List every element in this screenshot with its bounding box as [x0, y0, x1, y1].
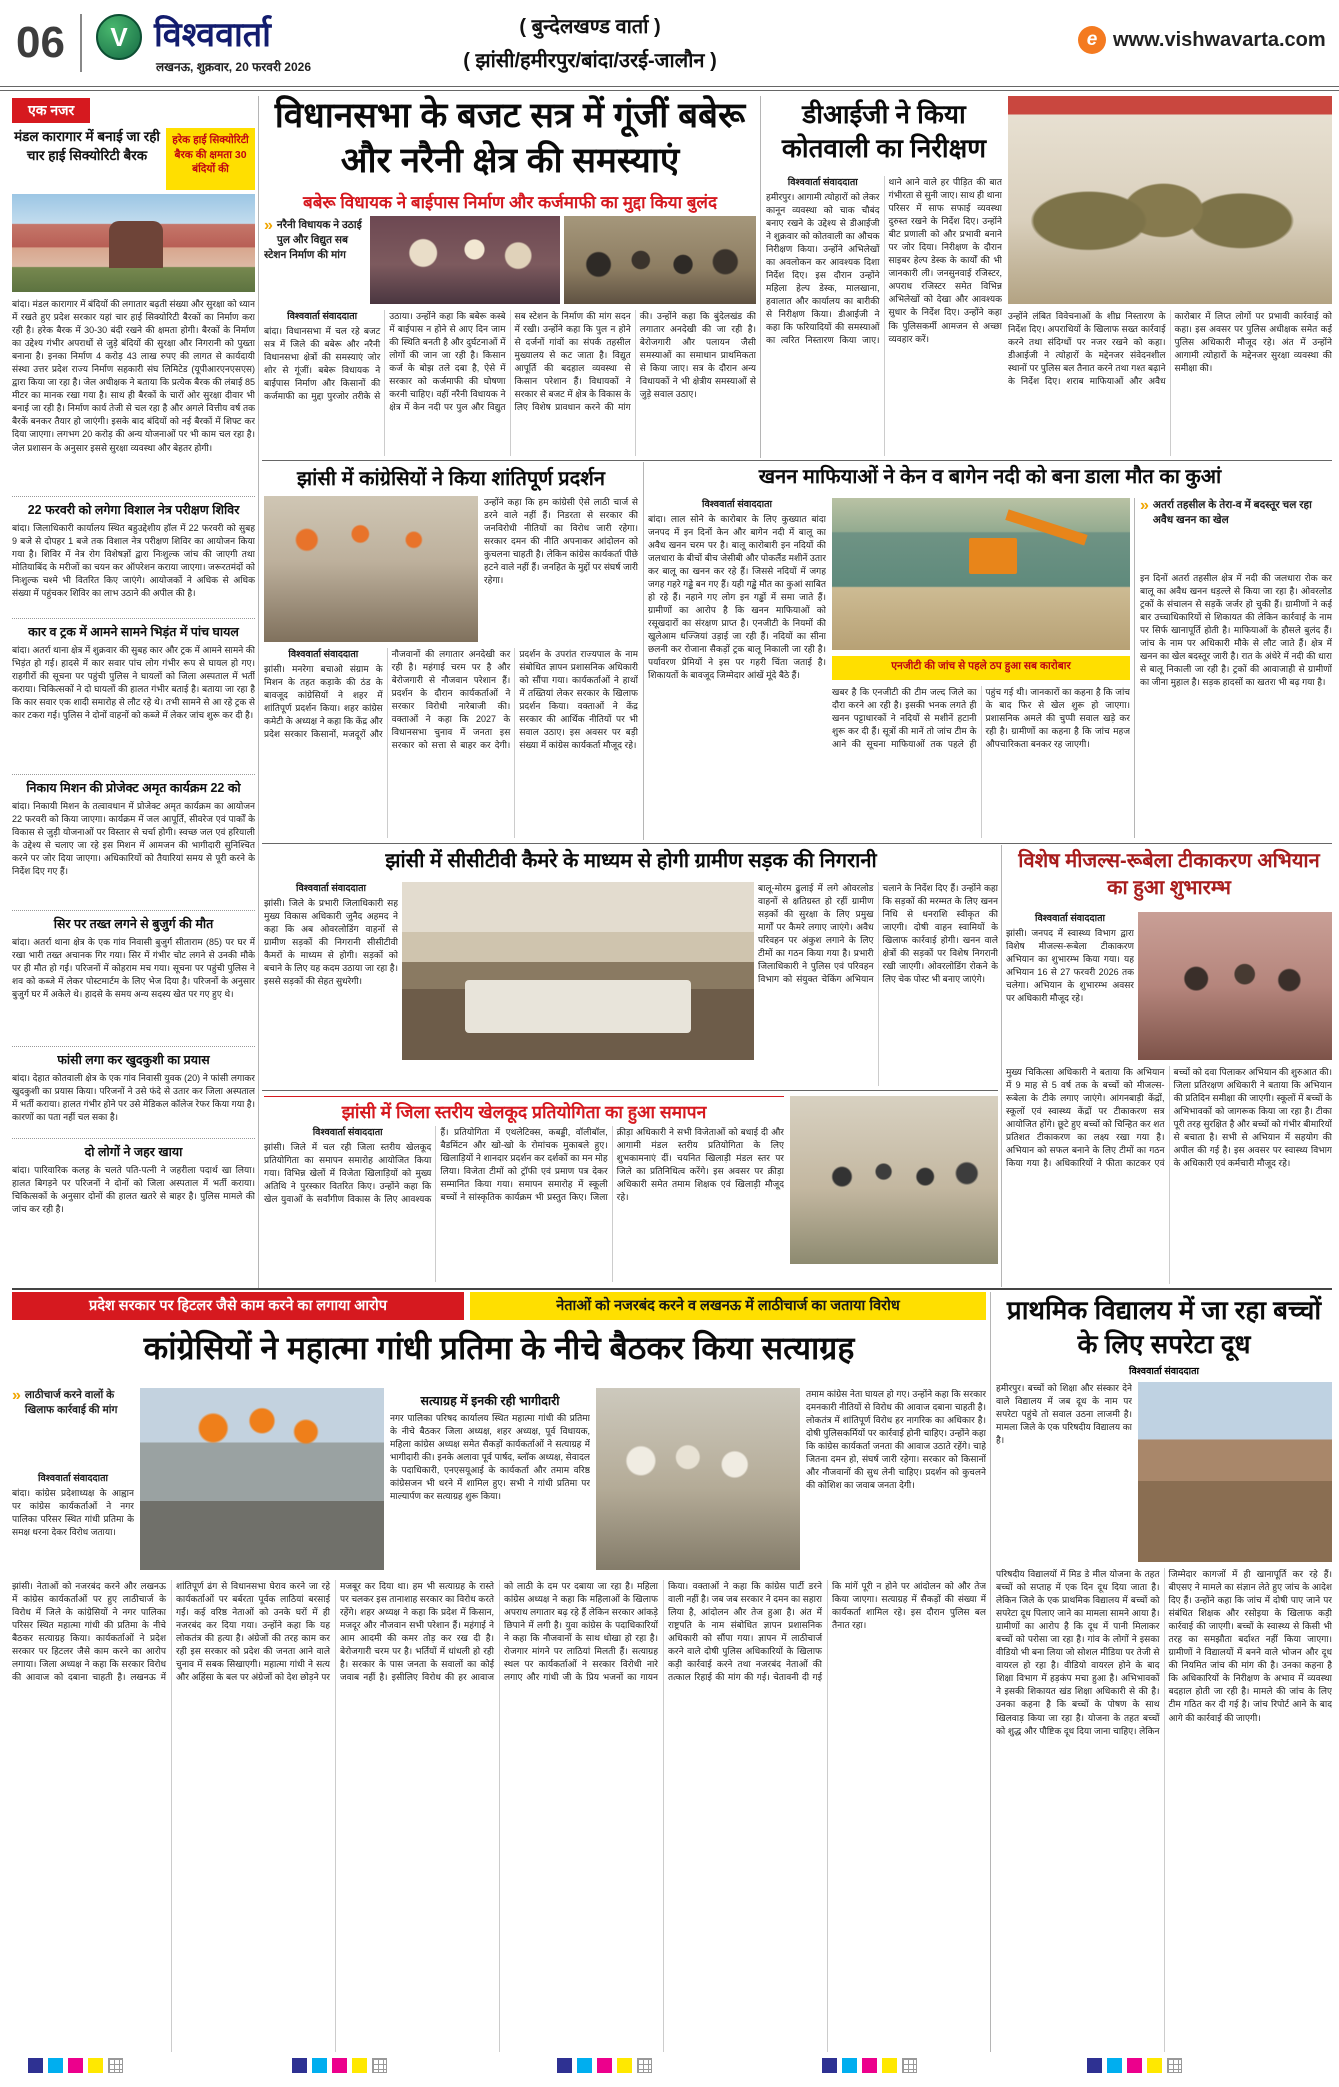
mining-highlight-body: खबर है कि एनजीटी की टीम जल्द जिले का दौरा करने आ रही है। इसकी भनक लगते ही खनन पट्टाधारकों ने नदियों से मशीनें हटानी शुरू कर दी हैं। सूत्रों की मानें तो जांच टीम के आने की सूचना माफियाओं तक पहले ही पहुंच गई थी। जानकारों का कहना है कि जांच के बाद फिर से खेल शुरू हो जाएगा। प्रशासनिक अमले की चुप्पी सवाल खड़े कर रही है। ग्रामीणों का कहना है कि जांच महज औपचारिकता बनकर रह जाएगी। — [832, 687, 1130, 750]
brief-headline: फांसी लगा कर खुदकुशी का प्रयास — [12, 1046, 255, 1068]
article-text: झांसी। मनरेगा बचाओ संग्राम के मिशन के तहत कड़ाके की ठंड के बावजूद कांग्रेसियों ने शहर में शांतिपूर्ण प्रदर्शन किया। शहर कांग्रेस कमेटी के अध्यक्ष ने कहा कि केंद्र और प्रदेश सरकार किसानों, मजदूरों और नौजवानों की लगातार अनदेखी कर रही है। महंगाई चरम पर है और बेरोजगारी से नौजवान परेशान हैं। प्रदर्शन के दौरान कार्यकर्ताओं ने सरकार विरोधी नारेबाजी की। वक्ताओं ने कहा कि 2027 के विधानसभा चुनाव में जनता इस सरकार को सत्ता से बाहर कर देगी। प्रदर्शन के उपरांत राज्यपाल के नाम संबोधित ज्ञापन प्रशासनिक अधिकारी को सौंपा गया। कार्यकर्ताओं ने हाथों में तख्तियां लेकर सरकार के खिलाफ प्रदर्शन किया। वक्ताओं ने केंद्र सरकार की आर्थिक नीतियों पर भी सवाल उठाए। इस अवसर पर बड़ी संख्या में कांग्रेस कार्यकर्ता मौजूद रहे। — [264, 649, 638, 751]
color-swatch — [597, 2058, 612, 2073]
jail-photo — [12, 194, 255, 292]
color-swatch — [292, 2058, 307, 2073]
congress-protest-photo — [264, 496, 478, 642]
jail-headline: मंडल कारागार में बनाई जा रही चार हाई सिक्योरिटी बैरक — [14, 129, 160, 163]
dig-body-2: उन्होंने लंबित विवेचनाओं के शीघ्र निस्तारण के निर्देश दिए। अपराधियों के खिलाफ सख्त कार्रवाई करने तथा संदिग्धों पर नजर रखने को कहा। डीआईजी ने त्योहारों के मद्देनजर संवेदनशील स्थानों पर पुलिस बल तैनात करने तथा गश्त बढ़ाने के निर्देश दिए। शराब माफियाओं और अवैध कारोबार में लिप्त लोगों पर प्रभावी कार्रवाई को कहा। इस अवसर पर पुलिस अधीक्षक समेत कई पुलिस अधिकारी मौजूद रहे। अंत में उन्होंने आगामी त्योहारों के मद्देनजर सुरक्षा व्यवस्था की समीक्षा की। — [1008, 311, 1332, 387]
congress-side-text: उन्होंने कहा कि हम कांग्रेसी ऐसे लाठी चार्ज से डरने वाले नहीं हैं। निडरता से सरकार की जनविरोधी नीतियों का विरोध जारी रहेगा। सरकार दमन की नीति अपनाकर आंदोलन को कुचलना चाहती है। लेकिन कांग्रेस कार्यकर्ता पीछे हटने वाले नहीं हैं। जनहित के मुद्दों पर संघर्ष जारी रहेगा। — [484, 497, 638, 586]
column-divider — [643, 462, 644, 840]
grid-mark-icon — [1167, 2058, 1182, 2073]
article-text: बांदा। कांग्रेस प्रदेशाध्यक्ष के आह्वान पर कांग्रेस कार्यकर्ताओं ने नगर पालिका परिसर स्थित गांधी प्रतिमा के समक्ष धरना देकर विरोध जताया। — [12, 1487, 134, 1537]
divider — [262, 460, 1332, 461]
color-swatch — [1087, 2058, 1102, 2073]
print-color-marks — [292, 2058, 387, 2073]
brief-body: बांदा। जिलाधिकारी कार्यालय स्थित बहुउद्देशीय हॉल में 22 फरवरी को सुबह 9 बजे से दोपहर 1 बजे तक विशाल नेत्र परीक्षण शिविर का आयोजन किया गया है। शिविर में नेत्र रोग विशेषज्ञों द्वारा निःशुल्क जांच की जाएगी तथा मोतियाबिंद के मरीजों का चयन कर ऑपरेशन कराया जाएगा। जरूरतमंदों को निःशुल्क चश्मे भी वितरित किए जाएंगे। आयोजकों ने अधिक से अधिक संख्या में पहुंचकर शिविर का लाभ उठाने की अपील की है। — [12, 523, 255, 599]
assembly-photo-2 — [564, 216, 756, 304]
dig-body — [766, 176, 1002, 456]
excavator-cab-shape — [969, 538, 1017, 574]
section-label-ek-nazar: एक नजर — [12, 98, 90, 123]
sports-photo — [790, 1096, 998, 1264]
print-color-marks — [557, 2058, 652, 2073]
brief-headline: 22 फरवरी को लगेगा विशाल नेत्र परीक्षण शिविर — [12, 496, 255, 518]
color-swatch — [28, 2058, 43, 2073]
brief-headline: दो लोगों ने जहर खाया — [12, 1138, 255, 1160]
byline: विश्ववार्ता संवाददाता — [312, 1127, 383, 1138]
mr-body-2: मुख्य चिकित्सा अधिकारी ने बताया कि अभियान में 9 माह से 5 वर्ष तक के बच्चों को मीजल्स-रूबेला के टीके लगाए जाएंगे। आंगनबाड़ी केंद्रों, स्कूलों एवं स्वास्थ्य केंद्रों पर टीकाकरण सत्र आयोजित होंगे। छूटे हुए बच्चों को चिन्हित कर शत प्रतिशत टीकाकरण का लक्ष्य रखा गया है। अभियान को सफल बनाने के लिए टीमों का गठन किया गया है। अधिकारियों ने फीता काटकर एवं बच्चों को दवा पिलाकर अभियान की शुरुआत की। जिला प्रतिरक्षण अधिकारी ने बताया कि अभियान की प्रतिदिन समीक्षा की जाएगी। स्कूलों में बच्चों के अभिभावकों को जागरूक किया जा रहा है। टीका पूरी तरह सुरक्षित है और बच्चों को गंभीर बीमारियों से बचाता है। सभी से अभियान में सहयोग की अपील की गई है। इस अवसर पर स्वास्थ्य विभाग के अधिकारी एवं कर्मचारी मौजूद रहे। — [1006, 1067, 1332, 1169]
grid-mark-icon — [637, 2058, 652, 2073]
mining-body — [648, 498, 826, 838]
color-swatch — [862, 2058, 877, 2073]
column-divider — [760, 96, 761, 458]
sports-headline: झांसी में जिला स्तरीय खेलकूद प्रतियोगिता का हुआ समापन — [264, 1096, 784, 1124]
cctv-body — [264, 882, 398, 1086]
quote-marker-icon — [1140, 498, 1149, 514]
epaper-icon — [1078, 26, 1106, 54]
milk-photo — [1138, 1382, 1332, 1562]
byline: विश्ववार्ता संवाददाता — [38, 1473, 108, 1484]
article-text: बांदा। विधानसभा में चल रहे बजट सत्र में जिले की बबेरू और नरैनी विधानसभा क्षेत्रों की समस्याएं जोर शोर से गूंजीं। बबेरू विधायक ने बाईपास निर्माण और किसानों की कर्जमाफी का मुद्दा पुरजोर तरीके से उठाया। उन्होंने कहा कि बबेरू कस्बे में बाईपास न होने से आए दिन जाम की स्थिति बनती है और दुर्घटनाओं में लोगों की जान जा रही है। किसान कर्ज के बोझ तले दबा है, ऐसे में सरकार को कर्जमाफी की घोषणा करनी चाहिए। वहीं नरैनी विधायक ने क्षेत्र में केन नदी पर पुल और विद्युत सब स्टेशन के निर्माण की मांग सदन में रखी। उन्होंने कहा कि पुल न होने से दर्जनों गांवों का संपर्क तहसील मुख्यालय से कट जाता है। विद्युत आपूर्ति की बदहाल व्यवस्था से किसान परेशान हैं। विधायकों ने सरकार से बजट में क्षेत्र के विकास के लिए विशेष प्रावधान करने की मांग की। उन्होंने कहा कि बुंदेलखंड की लगातार अनदेखी की जा रही है। बेरोजगारी और पलायन जैसी समस्याओं का समाधान प्राथमिकता से किया जाए। सत्र के दौरान अन्य विधायकों ने भी क्षेत्रीय समस्याओं से जुड़े सवाल उठाए। — [264, 311, 756, 413]
color-swatch — [1127, 2058, 1142, 2073]
column-divider — [258, 96, 259, 1288]
color-swatch — [842, 2058, 857, 2073]
quote-marker-icon — [12, 1388, 21, 1404]
print-color-marks — [822, 2058, 917, 2073]
congress-headline: झांसी में कांग्रेसियों ने किया शांतिपूर्ण प्रदर्शन — [297, 468, 605, 490]
meeting-photo — [402, 882, 754, 1060]
color-swatch — [617, 2058, 632, 2073]
grid-mark-icon — [372, 2058, 387, 2073]
satyagraha-pullquote — [12, 1388, 134, 1468]
satyagraha-intro — [12, 1472, 134, 1570]
mr-body — [1006, 912, 1134, 1060]
brief-headline: निकाय मिशन की प्रोजेक्ट अमृत कार्यक्रम 22 को — [12, 774, 255, 796]
mining-highlight: एनजीटी की जांच से पहले ठप हुआ सब कारोबार — [832, 656, 1130, 680]
color-swatch — [557, 2058, 572, 2073]
color-swatch — [882, 2058, 897, 2073]
brief-headline: कार व ट्रक में आमने सामने भिड़ंत में पांच घायल — [12, 618, 255, 640]
sit-in-photo — [596, 1388, 800, 1570]
jail-article-body: बांदा। मंडल कारागार में बंदियों की लगातार बढ़ती संख्या और सुरक्षा को ध्यान में रखते हुए प्रदेश सरकार यहां चार हाई सिक्योरिटी बैरकों का निर्माण करा रही है। हरेक बैरक में 30-30 बंदी रखने की क्षमता होगी। बैरकों के निर्माण का उद्देश्य गंभीर अपराधों से जुड़े बंदियों की सुरक्षा और निगरानी को पुख्ता बनाना है। इनका निर्माण 4 करोड़ 43 लाख रुपए की लागत से कार्यदायी संस्था उत्तर प्रदेश राज्य निर्माण सहकारी संघ लिमिटेड (यूपीआरएनएसएस) द्वारा किया जा रहा है। जेल अधीक्षक ने बताया कि प्रत्येक बैरक की लंबाई 85 मीटर का मानक रखा गया है। साथ ही बैरकों के चारों ओर सुरक्षा दीवार भी बनाई जा रही है। निर्माण कार्य तेजी से चल रहा है और अगले वित्तीय वर्ष तक बैरकें बनकर तैयार हो जाएंगी। इसके बाद बंदियों को नई बैरकों में शिफ्ट कर दिया जाएगा। लगभग 20 करोड़ की अन्य योजनाओं पर भी काम चल रहा है। जेल प्रशासन के अनुसार इससे सुरक्षा व्यवस्था और बेहतर होगी। — [12, 299, 255, 453]
color-swatch — [68, 2058, 83, 2073]
byline: विश्ववार्ता संवाददाता — [296, 883, 366, 894]
divider — [262, 1090, 998, 1091]
color-swatch — [1107, 2058, 1122, 2073]
paper-name: विश्ववार्ता — [154, 16, 271, 54]
color-swatch — [1147, 2058, 1162, 2073]
article-text: हमीरपुर। आगामी त्योहारों को लेकर कानून व्यवस्था को चाक चौबंद बनाए रखने के उद्देश्य से डीआईजी ने शुक्रवार को कोतवाली का औचक निरीक्षण किया। उन्होंने अभिलेखों का अवलोकन कर आवश्यक दिशा निर्देश दिए। इस दौरान उन्होंने महिला हेल्प डेस्क, मालखाना, हवालात और कार्यालय का बारीकी से निरीक्षण किया। डीआईजी ने कहा कि फरियादियों की समस्याओं का त्वरित निस्तारण किया जाए। थाने आने वाले हर पीड़ित की बात गंभीरता से सुनी जाए। साथ ही थाना परिसर में साफ सफाई व्यवस्था दुरुस्त रखने के निर्देश दिए। उन्होंने बीट प्रणाली को और प्रभावी बनाने पर जोर दिया। निरीक्षण के दौरान साइबर हेल्प डेस्क के कार्यों की भी जानकारी ली। जनसुनवाई रजिस्टर, अपराध रजिस्टर समेत विभिन्न अभिलेखों को देखा और आवश्यक सुधार के निर्देश दिए। उन्होंने कहा कि पुलिसकर्मी आमजन से अच्छा व्यवहार करें। — [766, 177, 1002, 346]
region-line-1: ( बुन्देलखण्ड वार्ता ) — [519, 16, 661, 38]
satyagraha-headline: कांग्रेसियों ने महात्मा गांधी प्रतिमा के नीचे बैठकर किया सत्याग्रह — [143, 1330, 855, 1366]
quote-marker-icon — [264, 218, 273, 234]
gate-shape — [109, 221, 162, 268]
milk-body-2: परिषदीय विद्यालयों में मिड डे मील योजना के तहत बच्चों को सप्ताह में एक दिन दूध दिया जाता है। लेकिन जिले के एक प्राथमिक विद्यालय में बच्चों को सपरेटा दूध पिलाए जाने का मामला सामने आया है। ग्रामीणों का आरोप है कि दूध में पानी मिलाकर बच्चों को परोसा जा रहा है। गांव के लोगों ने इसका वीडियो भी बना लिया जो सोशल मीडिया पर तेजी से वायरल हो रहा है। वीडियो वायरल होने के बाद शिक्षा विभाग में हड़कंप मचा हुआ है। अभिभावकों ने इसकी शिकायत खंड शिक्षा अधिकारी से की है। उनका कहना है कि बच्चों के पोषण के साथ खिलवाड़ किया जा रहा है। योजना के तहत बच्चों को शुद्ध और पौष्टिक दूध दिया जाना चाहिए। लेकिन जिम्मेदार कागजों में ही खानापूर्ति कर रहे हैं। बीएसए ने मामले का संज्ञान लेते हुए जांच के आदेश दिए हैं। उन्होंने कहा कि जांच में दोषी पाए जाने पर संबंधित शिक्षक और रसोइया के खिलाफ कड़ी कार्रवाई की जाएगी। बच्चों के स्वास्थ्य से किसी भी तरह का समझौता बर्दाश्त नहीं किया जाएगा। ग्रामीणों ने विद्यालयों में बनने वाले भोजन और दूध की नियमित जांच की मांग की है। उनका कहना है कि अधिकारियों के निरीक्षण के अभाव में व्यवस्था बदहाल होती जा रही है। मामले की जांच के लिए टीम गठित कर दी गई है। जांच रिपोर्ट आने के बाद आगे की कार्रवाई की जाएगी। — [996, 1569, 1332, 1736]
milk-headline: प्राथमिक विद्यालय में जा रहा बच्चों के लिए सपरेटा दूध — [1006, 1295, 1322, 1359]
pullquote-text: अतर्रा तहसील के तेरा-व में बदस्तूर चल रहा अवैध खनन का खेल — [1152, 499, 1312, 527]
print-color-marks — [1087, 2058, 1182, 2073]
dig-inspection-photo — [1008, 96, 1332, 304]
mining-headline: खनन माफियाओं ने केन व बागेन नदी को बना डाला मौत का कुआं — [758, 466, 1222, 488]
cctv-body-right: बालू-मोरम ढुलाई में लगे ओवरलोड वाहनों से क्षतिग्रस्त हो रहीं ग्रामीण सड़कों की सुरक्षा के लिए प्रमुख मार्गों पर कैमरे लगाए जाएंगे। अवैध परिवहन पर अंकुश लगाने के लिए टीमों का गठन किया गया है। प्रभारी जिलाधिकारी ने पुलिस एवं परिवहन विभाग को संयुक्त चेकिंग अभियान चलाने के निर्देश दिए हैं। उन्होंने कहा कि सड़कों की मरम्मत के लिए खनन निधि से धनराशि स्वीकृत की जाएगी। दोषी वाहन स्वामियों के खिलाफ कार्रवाई होगी। खनन वाले क्षेत्रों की सड़कों पर विशेष निगरानी रखी जाएगी। ओवरलोडिंग रोकने के लिए चेक पोस्ट भी बनाए जाएंगे। — [758, 883, 998, 985]
article-text: बांदा। लाल सोने के कारोबार के लिए कुख्यात बांदा जनपद में इन दिनों केन और बागेन नदी में बालू का अवैध खनन चरम पर है। बालू कारोबारी इन नदियों की जलधारा के बीचों बीच जेसीबी और पोकलैंड मशीनें उतार कर बालू का खनन कर रहे हैं। जिससे नदियों में जगह जगह गहरे गड्ढे बन गए हैं। यही गड्ढे मौत का कुआं साबित हो रहे हैं। नहाने गए लोग इन गड्ढों में समा जाते हैं। ग्रामीणों का आरोप है कि खनन माफियाओं को रसूखदारों का संरक्षण प्राप्त है। एनजीटी के नियमों की खुलेआम धज्जियां उड़ाई जा रही हैं। नदियों का सीना छलनी कर रोजाना सैकड़ों ट्रक बालू निकाली जा रही है। पर्यावरण प्रेमियों ने इस पर गहरी चिंता जताई है। शिकायतों के बावजूद जिम्मेदार आंखें मूंदे बैठे हैं। — [648, 513, 826, 681]
byline: विश्ववार्ता संवाददाता — [702, 499, 772, 510]
brief-body: बांदा। पारिवारिक कलह के चलते पति-पत्नी ने जहरीला पदार्थ खा लिया। हालत बिगड़ने पर परिजनों ने दोनों को जिला अस्पताल में भर्ती कराया। चिकित्सकों के अनुसार दोनों की हालत खतरे से बाहर है। पुलिस मामले की जांच कर रही है। — [12, 1165, 255, 1215]
satyagraha-banner-yellow: नेताओं को नजरबंद करने व लखनऊ में लाठीचार्ज का जताया विरोध — [470, 1292, 986, 1320]
brief-body: बांदा। देहात कोतवाली क्षेत्र के एक गांव निवासी युवक (20) ने फांसी लगाकर खुदकुशी का प्रयास किया। परिजनों ने उसे फंदे से उतार कर जिला अस्पताल में भर्ती कराया। हालत गंभीर होने पर उसे मेडिकल कॉलेज रेफर किया गया है। कारणों का पता नहीं चल सका है। — [12, 1073, 255, 1123]
byline: विश्ववार्ता संवाददाता — [287, 311, 358, 322]
satyagraha-banner-red: प्रदेश सरकार पर हिटलर जैसे काम करने का लगाया आरोप — [12, 1292, 464, 1320]
logo-letter: V — [110, 21, 128, 52]
brief-body: बांदा। अतर्रा थाना क्षेत्र के एक गांव निवासी बुजुर्ग सीताराम (85) पर घर में रखा भारी तख्त अचानक गिर गया। सिर में गंभीर चोट लगने से उनकी मौके पर ही मौत हो गई। परिजनों में कोहराम मच गया। सूचना पर पहुंची पुलिस ने शव को कब्जे में लेकर पोस्टमार्टम के लिए भेज दिया है। परिजनों के अनुसार बुजुर्ग घर में अकेले थे। हादसे के समय अन्य सदस्य खेत पर गए हुए थे। — [12, 937, 255, 1000]
color-swatch — [352, 2058, 367, 2073]
byline: विश्ववार्ता संवाददाता — [1129, 1366, 1199, 1377]
color-swatch — [48, 2058, 63, 2073]
participation-headline: सत्याग्रह में इनकी रही भागीदारी — [420, 1394, 560, 1408]
protest-truck-photo — [140, 1388, 384, 1570]
divider — [0, 86, 1339, 87]
mr-launch-photo — [1138, 912, 1332, 1060]
brief-body: बांदा। निकायी मिशन के तत्वावधान में प्रोजेक्ट अमृत कार्यक्रम का आयोजन 22 फरवरी को किया जाएगा। कार्यक्रम में जल आपूर्ति, सीवरेज एवं पार्कों के विकास से जुड़ी योजनाओं पर विस्तार से चर्चा होगी। स्वच्छ जल एवं हरियाली के उद्देश्य से चलाए जा रहे इस मिशन में आमजन की भागीदारी सुनिश्चित करने पर जोर दिया जाएगा। अधिकारियों को तैयारियां समय से पूरी करने के निर्देश दिए गए हैं। — [12, 801, 255, 877]
column-divider — [1134, 498, 1135, 838]
edition-line: लखनऊ, शुक्रवार, 20 फरवरी 2026 — [156, 60, 311, 74]
assembly-pullquote — [264, 218, 364, 304]
assembly-subhead: बबेरू विधायक ने बाईपास निर्माण और कर्जमाफी का मुद्दा किया बुलंद — [303, 193, 717, 212]
grid-mark-icon — [108, 2058, 123, 2073]
article-text: झांसी। जिले में चल रही जिला स्तरीय खेलकूद प्रतियोगिता का समापन समारोह आयोजित किया गया। विभिन्न खेलों में विजेता खिलाड़ियों को मुख्य अतिथि ने पुरस्कार वितरित किए। उन्होंने कहा कि खेल युवाओं के सर्वांगीण विकास के लिए आवश्यक हैं। प्रतियोगिता में एथलेटिक्स, कबड्डी, वॉलीबॉल, बैडमिंटन और खो-खो के रोमांचक मुकाबले हुए। खिलाड़ियों ने शानदार प्रदर्शन कर दर्शकों का मन मोह लिया। विजेता टीमों को ट्रॉफी एवं प्रमाण पत्र देकर सम्मानित किया गया। समापन समारोह में स्कूली बच्चों ने सांस्कृतिक कार्यक्रम भी प्रस्तुत किए। जिला क्रीड़ा अधिकारी ने सभी विजेताओं को बधाई दी और आगामी मंडल स्तरीय प्रतियोगिता के लिए शुभकामनाएं दीं। चयनित खिलाड़ी मंडल स्तर पर जिले का प्रतिनिधित्व करेंगे। इस अवसर पर क्रीड़ा अधिकारी समेत तमाम शिक्षक एवं खिलाड़ी मौजूद रहे। — [264, 1127, 784, 1204]
vishwavarta-logo — [96, 14, 142, 60]
assembly-photo-1 — [370, 216, 560, 304]
dig-headline: डीआईजी ने किया कोतवाली का निरीक्षण — [781, 99, 987, 163]
participation-body: नगर पालिका परिषद कार्यालय स्थित महात्मा गांधी की प्रतिमा के नीचे बैठकर जिला अध्यक्ष, शहर अध्यक्ष, पूर्व विधायक, महिला कांग्रेस अध्यक्ष समेत सैकड़ों कार्यकर्ताओं ने सत्याग्रह में भागीदारी की। इनके अलावा पूर्व पार्षद, ब्लॉक अध्यक्ष, सेवादल के पदाधिकारी, एनएसयूआई के कार्यकर्ता और तमाम वरिष्ठ कांग्रेसजन भी धरने में शामिल हुए। सभी ने गांधी प्रतिमा पर माल्यार्पण कर सत्याग्रह शुरू किया। — [390, 1413, 590, 1502]
byline: विश्ववार्ता संवाददाता — [787, 177, 858, 188]
color-swatch — [332, 2058, 347, 2073]
color-swatch — [88, 2058, 103, 2073]
byline: विश्ववार्ता संवाददाता — [288, 649, 359, 660]
page-number: 06 — [16, 14, 82, 72]
column-divider — [990, 1292, 991, 2052]
brief-body: बांदा। अतर्रा थाना क्षेत्र में शुक्रवार की सुबह कार और ट्रक में आमने सामने की भिड़ंत हो गई। हादसे में कार सवार पांच लोग गंभीर रूप से घायल हो गए। राहगीरों की सूचना पर पहुंची पुलिस ने घायलों को जिला अस्पताल में भर्ती कराया। चिकित्सकों ने दो घायलों की हालत गंभीर बताई है। बताया जा रहा है कि कार सवार एक शादी समारोह से लौट रहे थे। तभी सामने से आ रहे ट्रक से कार टकरा गई। पुलिस ने दोनों वाहनों को कब्जे में लेकर जांच शुरू कर दी है। — [12, 645, 255, 721]
mining-sidebar-title — [1140, 498, 1332, 568]
pullquote-text: नरैनी विधायक ने उठाई पुल और विद्युत सब स्टेशन निर्माण की मांग — [264, 219, 362, 262]
mr-headline: विशेष मीजल्स-रूबेला टीकाकरण अभियान का हुआ शुभारम्भ — [1018, 850, 1320, 899]
pullquote-text: लाठीचार्ज करने वालों के खिलाफ कार्रवाई की मांग — [24, 1389, 118, 1417]
satyagraha-body: झांसी। नेताओं को नजरबंद करने और लखनऊ में कांग्रेस कार्यकर्ताओं पर हुए लाठीचार्ज के विरोध में जिले के कांग्रेसियों ने नगर पालिका परिसर स्थित महात्मा गांधी की प्रतिमा के नीचे बैठकर सत्याग्रह किया। कार्यकर्ताओं ने प्रदेश सरकार पर हिटलर जैसे काम करने का आरोप लगाया। जिला अध्यक्ष ने कहा कि सरकार विरोध की आवाज को दबाना चाहती है। लखनऊ में शांतिपूर्ण ढंग से विधानसभा घेराव करने जा रहे कार्यकर्ताओं पर बर्बरता पूर्वक लाठियां बरसाई गईं। कई वरिष्ठ नेताओं को उनके घरों में ही नजरबंद कर दिया गया। उन्होंने कहा कि यह लोकतंत्र की हत्या है। अंग्रेजों की तरह काम कर रही इस सरकार को प्रदेश की जनता आने वाले चुनाव में सबक सिखाएगी। महात्मा गांधी ने सत्य और अहिंसा के बल पर अंग्रेजों को देश छोड़ने पर मजबूर कर दिया था। हम भी सत्याग्रह के रास्ते पर चलकर इस तानाशाह सरकार का विरोध करते रहेंगे। शहर अध्यक्ष ने कहा कि प्रदेश में किसान, मजदूर और नौजवान सभी परेशान हैं। महंगाई ने आम आदमी की कमर तोड़ कर रख दी है। बेरोजगारी चरम पर है। भर्तियों में धांधली हो रही है। सरकार के पास जनता के सवालों का कोई जवाब नहीं है। इसीलिए विरोध की हर आवाज को लाठी के दम पर दबाया जा रहा है। महिला कांग्रेस अध्यक्ष ने कहा कि महिलाओं के खिलाफ अपराध लगातार बढ़ रहे हैं लेकिन सरकार आंकड़े छिपाने में लगी है। युवा कांग्रेस के पदाधिकारियों ने कहा कि नौजवानों के साथ धोखा हो रहा है। रोजगार मांगने पर लाठियां मिलती हैं। सत्याग्रह स्थल पर कार्यकर्ताओं ने सरकार विरोधी नारे लगाए और गांधी जी के प्रिय भजनों का गायन किया। वक्ताओं ने कहा कि कांग्रेस पार्टी डरने वाली नहीं है। जब जब सरकार ने दमन का सहारा लिया है, आंदोलन और तेज हुआ है। अंत में राष्ट्रपति के नाम संबोधित ज्ञापन प्रशासनिक अधिकारी को सौंपा गया। ज्ञापन में लाठीचार्ज करने वाले दोषी पुलिस अधिकारियों के खिलाफ कड़ी कार्रवाई करने तथा नजरबंद नेताओं की तत्काल रिहाई की मांग की गई। चेतावनी दी गई कि मांगें पूरी न होने पर आंदोलन को और तेज किया जाएगा। सत्याग्रह में सैकड़ों की संख्या में कार्यकर्ता शामिल रहे। इस दौरान पुलिस बल तैनात रहा। — [12, 1581, 986, 1683]
satyagraha-side-col: तमाम कांग्रेस नेता घायल हो गए। उन्होंने कहा कि सरकार दमनकारी नीतियों से विरोध की आवाज दबाना चाहती है। लोकतंत्र में शांतिपूर्ण विरोध हर नागरिक का अधिकार है। दोषी पुलिसकर्मियों पर कार्रवाई होनी चाहिए। उन्होंने कहा कि कांग्रेस कार्यकर्ता जनता की आवाज उठाते रहेंगे। चाहे जितना दमन हो, संघर्ष जारी रहेगा। सरकार को किसानों और नौजवानों की सुध लेनी चाहिए। प्रदर्शन को कुचलने की कोशिश का जवाब जनता देगी। — [806, 1389, 986, 1491]
jail-highlight-box: हरेक हाई सिक्योरिटी बैरक की क्षमता 30 बंदियों की — [166, 128, 255, 190]
table-shape — [465, 980, 690, 1033]
divider — [0, 90, 1339, 91]
sports-body — [264, 1126, 784, 1282]
congress-body — [264, 648, 638, 838]
byline: विश्ववार्ता संवाददाता — [1035, 913, 1105, 924]
article-text: झांसी। जनपद में स्वास्थ्य विभाग द्वारा विशेष मीजल्स-रूबेला टीकाकरण अभियान का शुभारम्भ किया गया। यह अभियान 16 से 27 फरवरी 2026 तक चलेगा। अभियान के शुभारम्भ अवसर पर अधिकारी मौजूद रहे। — [1006, 927, 1134, 1003]
assembly-body — [264, 310, 756, 456]
excavator-arm-shape — [1005, 510, 1088, 546]
column-divider — [1001, 845, 1002, 1287]
region-line-2: ( झांसी/हमीरपुर/बांदा/उरई-जालौन ) — [463, 50, 717, 72]
divider — [12, 1288, 1332, 1290]
grid-mark-icon — [902, 2058, 917, 2073]
brief-headline: सिर पर तख्त लगने से बुजुर्ग की मौत — [12, 910, 255, 932]
color-swatch — [312, 2058, 327, 2073]
article-text: झांसी। जिले के प्रभारी जिलाधिकारी सह मुख्य विकास अधिकारी जुनैद अहमद ने कहा कि अब ओवरलोडिंग वाहनों से ग्रामीण सड़कों की निगरानी सीसीटीवी कैमरों के माध्यम से होगी। सड़कों को बचाने के लिए यह कदम उठाया जा रहा है। इससे सड़कों की सेहत सुधरेगी। — [264, 897, 398, 987]
excavator-photo — [832, 498, 1130, 650]
divider — [262, 843, 1332, 844]
color-swatch — [577, 2058, 592, 2073]
cctv-headline: झांसी में सीसीटीवी कैमरे के माध्यम से होगी ग्रामीण सड़क की निगरानी — [385, 850, 877, 872]
mining-sidebar-body: इन दिनों अतर्रा तहसील क्षेत्र में नदी की जलधारा रोक कर बालू का अवैध खनन धड़ल्ले से किया जा रहा है। ओवरलोड ट्रकों के संचालन से सड़कें जर्जर हो चुकी हैं। ग्रामीणों ने कई बार उच्चाधिकारियों से शिकायत की लेकिन कार्रवाई के नाम पर सिर्फ खानापूर्ति होती है। माफियाओं के हौसले बुलंद हैं। जांच के नाम पर अधिकारी मौके से लौट जाते हैं। क्षेत्र में खनन का खेल बदस्तूर जारी है। रात के अंधेरे में नदी की धारा से बालू निकाली जा रही है। ट्रकों की आवाजाही से ग्रामीणों का जीना मुहाल है। सड़क हादसों का खतरा भी बढ़ गया है। — [1140, 573, 1332, 688]
website — [1078, 26, 1326, 54]
color-swatch — [822, 2058, 837, 2073]
website-url: www.vishwavarta.com — [1113, 28, 1326, 51]
milk-body: हमीरपुर। बच्चों को शिक्षा और संस्कार देने वाले विद्यालय में जब दूध के नाम पर सपरेटा पहुंचे तो सवाल उठना लाजमी है। मामला जिले के एक परिषदीय विद्यालय का है। — [996, 1383, 1132, 1446]
assembly-headline: विधानसभा के बजट सत्र में गूंजीं बबेरू और नरैनी क्षेत्र की समस्याएं — [274, 96, 746, 180]
print-color-marks — [28, 2058, 123, 2073]
